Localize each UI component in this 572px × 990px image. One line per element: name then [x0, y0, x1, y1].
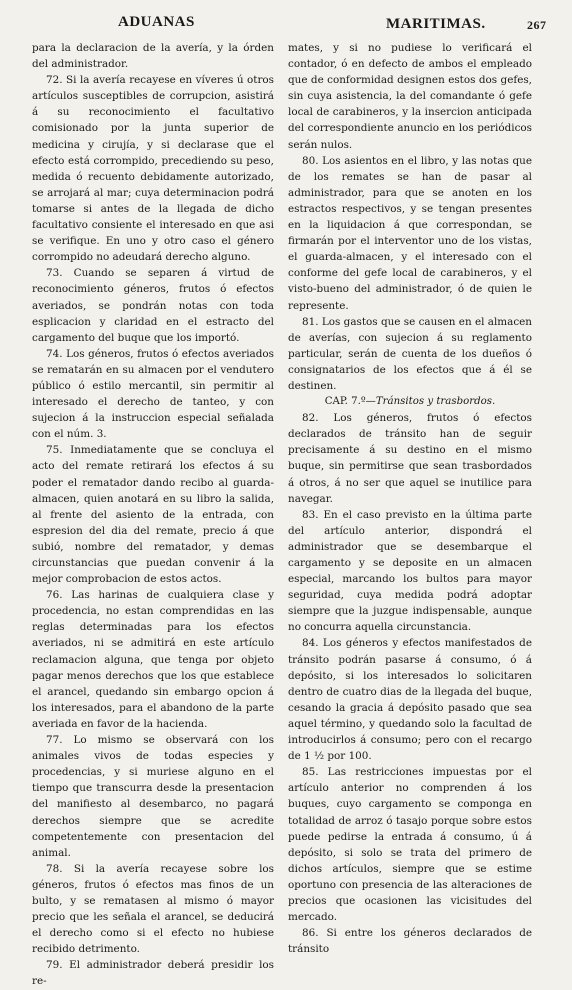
article-text: Lo mismo se observará con los animales vivos de todas especies y procedencias, y si muriese alguno en el tiempo que transcurra desde la presentacion del manifiesto al desembarco, no pagará derechos siempre que se acredite competentemente con presentacion del animal.	[32, 734, 275, 859]
article-number: 84.	[302, 637, 323, 650]
article-paragraph	[32, 957, 274, 989]
right-text-column	[288, 40, 532, 957]
article-paragraph	[32, 732, 274, 861]
article-paragraph	[288, 635, 532, 764]
article-text: Los gastos que se causen en el almacen de averías, con sujecion á su reglamento particular, serán de cuenta de los dueños ó consignatarios de los efectos que á él se destinen.	[288, 315, 532, 392]
article-number: 76.	[46, 589, 72, 602]
article-text: Las harinas de cualquiera clase y procedencia, no estan comprendidas en las reglas determinadas para los efectos averiados, ni se admitirá en este artículo reclamacion alguna, que tenga por objeto pagar menos derechos que los que establece el arancel, quedando sin embargo opcion á los interesados, para el abandono de la parte averiada en favor de la hacienda.	[32, 589, 274, 730]
left-text-column	[32, 40, 274, 990]
article-text: Los géneros, frutos ó efectos declarados de tránsito han de seguir precisamente á su destino en el mismo buque, sin permitirse que sean trasbordados á otros, á no ser que aquel se inutilice para navegar.	[288, 412, 533, 505]
article-text: mates, y si no pudiese lo verificará el contador, ó en defecto de ambos el empleado que de conformidad designen estos dos gefes, sin cuya asistencia, la del comandante ó gefe local de carabineros, y la insercion anticipada del correspondiente anuncio en los periódicos serán nulos.	[288, 42, 532, 151]
article-number: 86.	[302, 927, 327, 940]
chapter-prefix: CAP. 7.º—	[324, 396, 376, 408]
article-number: 77.	[46, 734, 74, 747]
article-text: Si la avería recayese sobre los géneros, frutos ó efectos mas finos de un bulto, y se rematasen al mismo ó mayor precio que les señala el arancel, se deducirá el derecho como si el efecto no hubiese recibido detrimento.	[32, 862, 274, 956]
chapter-title: Tránsitos y trasbordos.	[375, 396, 496, 408]
article-number: 81.	[302, 315, 322, 328]
article-text: para la declaracion de la avería, y la órden del administrador.	[32, 42, 274, 71]
article-text: Cuando se separen á virtud de reconocimiento géneros, frutos ó efectos averiados, se pondrán notas con toda esplicacion y claridad en el estracto del cargamento del buque que los importó.	[32, 267, 275, 344]
article-number: 83.	[302, 508, 324, 521]
article-paragraph	[32, 40, 274, 72]
article-paragraph	[288, 314, 532, 394]
article-number: 82.	[302, 412, 334, 425]
article-number: 85.	[302, 766, 328, 779]
article-text: Los géneros, frutos ó efectos averiados se rematarán en su almacen por el vendutero público ó estilo mercantil, sin permitir al interesado el derecho de tanteo, y con sujecion á la instruccion especial señalada con el núm. 3.	[32, 347, 274, 441]
article-paragraph	[288, 764, 532, 925]
article-text: Si la avería recayese en víveres ú otros artículos susceptibles de corrupcion, asistirá á su reconocimiento el facultativo comisionado por la junta superior de medicina y cirujía, y si declarase que el efecto está corrompido, precediendo su peso, medida ó recuento debidamente autorizado, se arrojará al mar; cuya determinacion podrá tomarse si antes de la llegada de dicho facultativo consiente el interesado en que asi se verifique. En uno y otro caso el género corrompido no adeudará derecho alguno.	[32, 74, 275, 264]
article-number: 80.	[302, 154, 323, 167]
article-number: 74.	[46, 347, 67, 360]
chapter-heading	[288, 394, 532, 410]
article-number: 79.	[46, 959, 70, 972]
article-paragraph	[32, 265, 274, 345]
article-text: Los géneros y efectos manifestados de tránsito podrán pasarse á consumo, ó á depósito, si los interesados lo solicitaren dentro de cuatro dias de la llegada del buque, cesando la gracia á depósito pasado que sea aquel término, y quedando solo la facultad de introducirlos á consumo; pero con el recargo de 1 ½ por 100.	[288, 637, 532, 763]
article-text: El administrador deberá presidir los re-	[32, 959, 275, 988]
article-paragraph	[32, 587, 274, 732]
header-left-title: ADUANAS	[118, 14, 195, 30]
article-text: Si entre los géneros declarados de tránsito	[288, 927, 532, 956]
article-paragraph	[288, 925, 532, 957]
article-paragraph	[288, 153, 532, 314]
header-center-title: MARITIMAS.	[386, 16, 486, 32]
running-header	[0, 10, 572, 34]
article-paragraph	[288, 410, 532, 507]
article-paragraph	[32, 442, 274, 587]
article-text: En el caso previsto en la última parte del artículo anterior, dispondrá el administrador que se desembarque el cargamento y se deposite en un almacen especial, marcando los bultos para mayor seguridad, cuya medida podrá adoptar siempre que la juzgue indispensable, aunque no concurra aquella circunstancia.	[288, 508, 533, 634]
article-number: 73.	[46, 267, 74, 280]
article-paragraph	[32, 861, 274, 958]
article-number: 72.	[46, 74, 67, 87]
article-paragraph	[288, 507, 532, 636]
page-number: 267	[527, 18, 547, 32]
article-paragraph	[32, 72, 274, 265]
article-number: 75.	[46, 444, 71, 457]
article-text: Inmediatamente que se concluya el acto del remate retirará los efectos á su poder el rematador dando recibo al guarda-almacen, quien anotará en su libro la salida, al frente del asiento de la entrada, con espresion del dia del remate, precio á que subió, nombre del rematador, y demas circunstancias que puedan convenir á la mejor comprobacion de estos actos.	[32, 444, 274, 586]
article-number: 78.	[46, 862, 74, 875]
article-text: Las restricciones impuestas por el artículo anterior no comprenden á los buques, cuyo cargamento se componga en totalidad de arroz ó tasajo porque sobre estos puede pedirse la entrada á consumo, ú á depósito, si solo se trata del primero de dichos artículos, siempre que se estime oportuno con presencia de las alteraciones de precios que ocasionen las vicisitudes del mercado.	[288, 766, 533, 924]
article-paragraph	[32, 346, 274, 443]
article-paragraph	[288, 40, 532, 153]
article-text: Los asientos en el libro, y las notas que de los remates se han de pasar al administrador, para que se anoten en los estractos respectivos, y se tengan presentes en la liquidacion á que correspondan, se firmarán por el interventor uno de los vistas, el guarda-almacen, y el interesado con el conforme del gefe local de carabineros, y el visto-bueno del administrador, ó de quien le represente.	[288, 154, 532, 312]
